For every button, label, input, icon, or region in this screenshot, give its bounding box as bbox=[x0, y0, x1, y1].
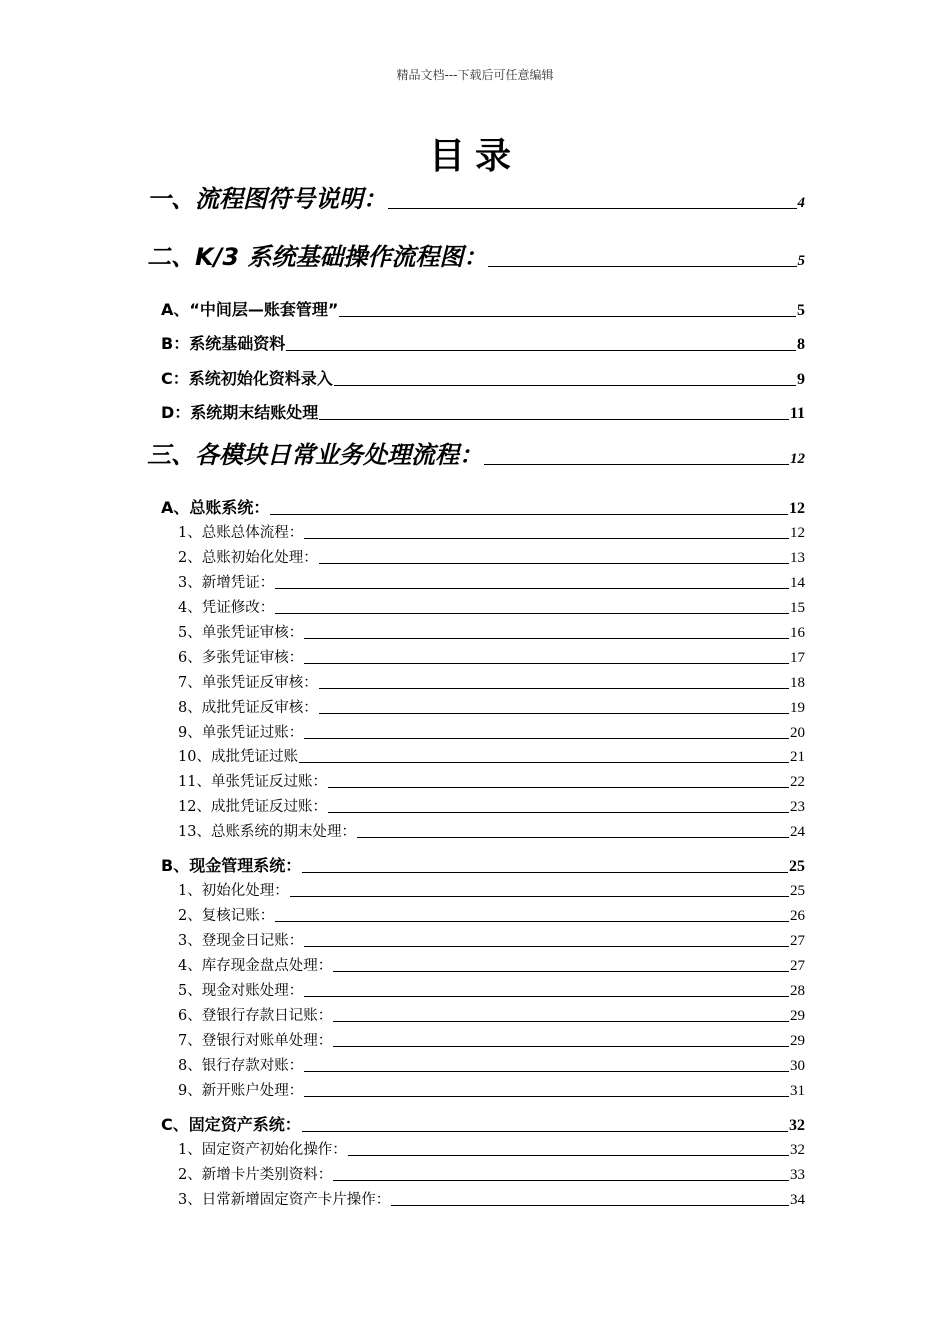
toc-entry-page: 34 bbox=[790, 1192, 805, 1208]
toc-entry-label: B：系统基础资料 bbox=[161, 334, 286, 353]
toc-entry-label: 8、银行存款对账： bbox=[178, 1058, 304, 1074]
toc-entry[interactable] bbox=[178, 570, 805, 592]
toc-leader-line bbox=[333, 1180, 789, 1181]
toc-entry-page: 12 bbox=[789, 500, 805, 517]
toc-entry[interactable] bbox=[178, 928, 805, 950]
toc-entry-label: 3、新增凭证： bbox=[178, 575, 275, 591]
toc-entry[interactable] bbox=[178, 819, 805, 841]
toc-entry-label: 8、成批凭证反审核： bbox=[178, 700, 318, 716]
toc-entry[interactable] bbox=[178, 769, 805, 791]
toc-entry[interactable] bbox=[147, 180, 805, 214]
toc-entry-page: 19 bbox=[790, 700, 805, 716]
toc-entry-page: 23 bbox=[790, 799, 805, 815]
toc-entry[interactable] bbox=[178, 953, 805, 975]
toc-leader-line bbox=[319, 419, 789, 420]
toc-leader-line bbox=[304, 738, 789, 739]
toc-entry-page: 25 bbox=[790, 883, 805, 899]
toc-entry-page: 12 bbox=[790, 451, 805, 467]
toc-entry[interactable] bbox=[178, 878, 805, 900]
toc-entry[interactable] bbox=[161, 399, 805, 423]
toc-leader-line bbox=[328, 787, 789, 788]
toc-entry-page: 30 bbox=[790, 1058, 805, 1074]
toc-entry-label: 5、单张凭证审核： bbox=[178, 625, 304, 641]
toc-entry-page: 33 bbox=[790, 1167, 805, 1183]
toc-leader-line bbox=[333, 971, 789, 972]
toc-entry-page: 24 bbox=[790, 824, 805, 840]
toc-entry[interactable] bbox=[178, 545, 805, 567]
toc-entry[interactable] bbox=[178, 620, 805, 642]
toc-entry-label: 9、新开账户处理： bbox=[178, 1083, 304, 1099]
toc-entry-page: 14 bbox=[790, 575, 805, 591]
toc-entry-label: 3、日常新增固定资产卡片操作： bbox=[178, 1192, 391, 1208]
toc-entry-label: 一、流程图符号说明： bbox=[147, 185, 387, 213]
toc-entry-label: 1、固定资产初始化操作： bbox=[178, 1142, 347, 1158]
toc-entry-label: 4、库存现金盘点处理： bbox=[178, 958, 333, 974]
toc-entry-page: 4 bbox=[797, 195, 805, 211]
toc-entry[interactable] bbox=[178, 744, 805, 766]
toc-leader-line bbox=[290, 896, 789, 897]
page-header: 精品文档---下载后可任意编辑 bbox=[396, 68, 554, 82]
toc-entry-label: 6、多张凭证审核： bbox=[178, 650, 304, 666]
toc-entry-label: C、固定资产系统： bbox=[161, 1115, 301, 1134]
toc-entry-page: 5 bbox=[797, 253, 805, 269]
toc-entry-page: 12 bbox=[790, 525, 805, 541]
toc-entry[interactable] bbox=[178, 978, 805, 1000]
toc-entry-label: 三、各模块日常业务处理流程： bbox=[147, 441, 483, 469]
toc-entry-label: B、现金管理系统： bbox=[161, 856, 302, 875]
toc-entry-page: 15 bbox=[790, 600, 805, 616]
toc-entry-page: 29 bbox=[790, 1008, 805, 1024]
toc-leader-line bbox=[334, 385, 796, 386]
toc-entry-label: D：系统期末结账处理 bbox=[161, 403, 319, 422]
toc-entry[interactable] bbox=[178, 520, 805, 542]
toc-entry-label: 7、单张凭证反审核： bbox=[178, 675, 318, 691]
toc-entry-page: 26 bbox=[790, 908, 805, 924]
toc-leader-line bbox=[275, 588, 789, 589]
toc-leader-line bbox=[270, 514, 788, 515]
toc-entry-label: C：系统初始化资料录入 bbox=[161, 369, 333, 388]
toc-entry-label: 1、总账总体流程： bbox=[178, 525, 304, 541]
toc-entry-label: 6、登银行存款日记账： bbox=[178, 1008, 333, 1024]
toc-entry-label: 2、总账初始化处理： bbox=[178, 550, 318, 566]
toc-entry[interactable] bbox=[178, 1078, 805, 1100]
page-title: 目录 bbox=[428, 136, 521, 177]
toc-entry[interactable] bbox=[178, 645, 805, 667]
toc-leader-line bbox=[304, 996, 789, 997]
toc-leader-line bbox=[302, 1131, 788, 1132]
toc-leader-line bbox=[286, 350, 796, 351]
toc-entry-label: 9、单张凭证过账： bbox=[178, 725, 304, 741]
toc-entry[interactable] bbox=[161, 1111, 805, 1135]
toc-leader-line bbox=[304, 1096, 789, 1097]
toc-entry-label: A、总账系统： bbox=[161, 498, 270, 517]
toc-leader-line bbox=[319, 688, 789, 689]
toc-entry[interactable] bbox=[178, 1162, 805, 1184]
toc-leader-line bbox=[299, 762, 789, 763]
toc-leader-line bbox=[484, 464, 789, 465]
toc-entry[interactable] bbox=[178, 1137, 805, 1159]
toc-leader-line bbox=[391, 1205, 789, 1206]
toc-leader-line bbox=[304, 538, 789, 539]
toc-entry-label: 7、登银行对账单处理： bbox=[178, 1033, 333, 1049]
toc-entry[interactable] bbox=[178, 1187, 805, 1209]
toc-entry-label: 3、登现金日记账： bbox=[178, 933, 304, 949]
toc-entry[interactable] bbox=[161, 852, 805, 876]
toc-entry-page: 32 bbox=[789, 1117, 805, 1134]
toc-entry[interactable] bbox=[178, 1028, 805, 1050]
toc-leader-line bbox=[333, 1021, 789, 1022]
toc-leader-line bbox=[304, 663, 789, 664]
toc-entry-label: 12、成批凭证反过账： bbox=[178, 799, 327, 815]
toc-entry[interactable] bbox=[178, 1053, 805, 1075]
toc-entry[interactable] bbox=[178, 720, 805, 742]
toc-leader-line bbox=[319, 563, 789, 564]
toc-entry-page: 27 bbox=[790, 933, 805, 949]
toc-entry[interactable] bbox=[178, 695, 805, 717]
toc-entry-page: 18 bbox=[790, 675, 805, 691]
toc-leader-line bbox=[304, 946, 789, 947]
toc-leader-line bbox=[388, 208, 797, 209]
toc-entry-label: 13、总账系统的期末处理： bbox=[178, 824, 356, 840]
toc-leader-line bbox=[275, 613, 789, 614]
toc-entry[interactable] bbox=[178, 670, 805, 692]
toc-entry[interactable] bbox=[147, 238, 805, 272]
toc-entry[interactable] bbox=[178, 903, 805, 925]
toc-entry-label: A、“中间层—账套管理” bbox=[161, 300, 339, 319]
toc-entry[interactable] bbox=[161, 365, 805, 389]
toc-leader-line bbox=[302, 872, 788, 873]
toc-entry-page: 22 bbox=[790, 774, 805, 790]
toc-entry-label: 4、凭证修改： bbox=[178, 600, 275, 616]
toc-entry-page: 13 bbox=[790, 550, 805, 566]
toc-entry-page: 11 bbox=[789, 405, 805, 422]
toc-entry[interactable] bbox=[178, 1003, 805, 1025]
toc-entry-label: 2、复核记账： bbox=[178, 908, 275, 924]
toc-leader-line bbox=[304, 1071, 789, 1072]
toc-entry[interactable] bbox=[147, 436, 805, 470]
toc-entry-page: 17 bbox=[790, 650, 805, 666]
toc-entry-page: 32 bbox=[790, 1142, 805, 1158]
toc-entry[interactable] bbox=[178, 595, 805, 617]
toc-entry-label: 二、K/3 系统基础操作流程图： bbox=[147, 243, 488, 271]
toc-leader-line bbox=[275, 921, 789, 922]
toc-entry-label: 11、单张凭证反过账： bbox=[178, 774, 327, 790]
toc-entry[interactable] bbox=[178, 794, 805, 816]
toc-entry-page: 5 bbox=[797, 302, 805, 319]
toc-leader-line bbox=[333, 1046, 789, 1047]
toc-entry-label: 10、成批凭证过账 bbox=[178, 749, 298, 765]
toc-leader-line bbox=[319, 713, 789, 714]
toc-leader-line bbox=[348, 1155, 789, 1156]
toc-entry-page: 28 bbox=[790, 983, 805, 999]
toc-leader-line bbox=[357, 837, 789, 838]
toc-leader-line bbox=[304, 638, 789, 639]
toc-entry-page: 29 bbox=[790, 1033, 805, 1049]
toc-entry-page: 16 bbox=[790, 625, 805, 641]
toc-entry-page: 9 bbox=[797, 371, 805, 388]
toc-entry[interactable] bbox=[161, 330, 805, 354]
toc-entry-page: 8 bbox=[797, 336, 805, 353]
toc-leader-line bbox=[328, 812, 789, 813]
toc-entry-label: 5、现金对账处理： bbox=[178, 983, 304, 999]
toc-entry-page: 31 bbox=[790, 1083, 805, 1099]
toc-entry-page: 25 bbox=[789, 858, 805, 875]
toc-entry-label: 2、新增卡片类别资料： bbox=[178, 1167, 333, 1183]
toc-entry-page: 27 bbox=[790, 958, 805, 974]
toc-entry-page: 20 bbox=[790, 725, 805, 741]
toc-leader-line bbox=[488, 266, 796, 267]
toc-entry[interactable] bbox=[161, 494, 805, 518]
toc-leader-line bbox=[339, 316, 796, 317]
toc-entry-page: 21 bbox=[790, 749, 805, 765]
toc-entry-label: 1、初始化处理： bbox=[178, 883, 289, 899]
toc-entry[interactable] bbox=[161, 296, 805, 320]
